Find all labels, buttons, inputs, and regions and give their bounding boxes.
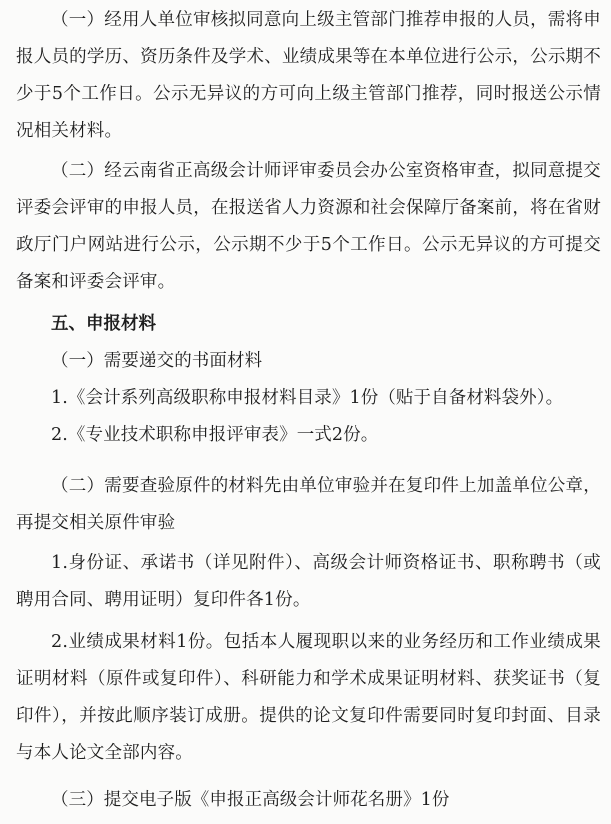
subsection-electronic-roster-title: （三）提交电子版《申报正高级会计师花名册》1份: [51, 790, 450, 810]
written-materials-item-2: 2.《专业技术职称申报评审表》一式2份。: [51, 425, 379, 445]
written-materials-item-1: 1.《会计系列高级职称申报材料目录》1份（贴于自备材料袋外）。: [51, 388, 564, 408]
paragraph-publicity-unit: （一）经用人单位审核拟同意向上级主管部门推荐申报的人员，需将申报人员的学历、资历条件及学术、业绩成果等在本单位进行公示，公示期不少于5个工作日。公示无异议的方可向上级主管部门推荐，同时报送公示情况相关材料。: [16, 10, 601, 141]
original-verification-item-2: 2.业绩成果材料1份。包括本人履现职以来的业务经历和工作业绩成果证明材料（原件或复印件）、科研能力和学术成果证明材料、获奖证书（复印件），并按此顺序装订成册。提供的论文复印件需要同时复印封面、目录与本人论文全部内容。: [16, 632, 601, 763]
original-verification-item-1: 1.身份证、承诺书（详见附件）、高级会计师资格证书、职称聘书（或聘用合同、聘用证明）复印件各1份。: [16, 553, 601, 610]
section-heading-materials: 五、申报材料: [51, 314, 156, 334]
subsection-written-materials-title: （一）需要递交的书面材料: [51, 351, 263, 371]
subsection-original-verification-title: （二）需要查验原件的材料先由单位审验并在复印件上加盖单位公章，再提交相关原件审验: [16, 476, 601, 533]
paragraph-publicity-province: （二）经云南省正高级会计师评审委员会办公室资格审查，拟同意提交评委会评审的申报人员，在报送省人力资源和社会保障厅备案前，将在省财政厅门户网站进行公示，公示期不少于5个工作日。公示无异议的方可提交备案和评委会评审。: [16, 161, 601, 292]
